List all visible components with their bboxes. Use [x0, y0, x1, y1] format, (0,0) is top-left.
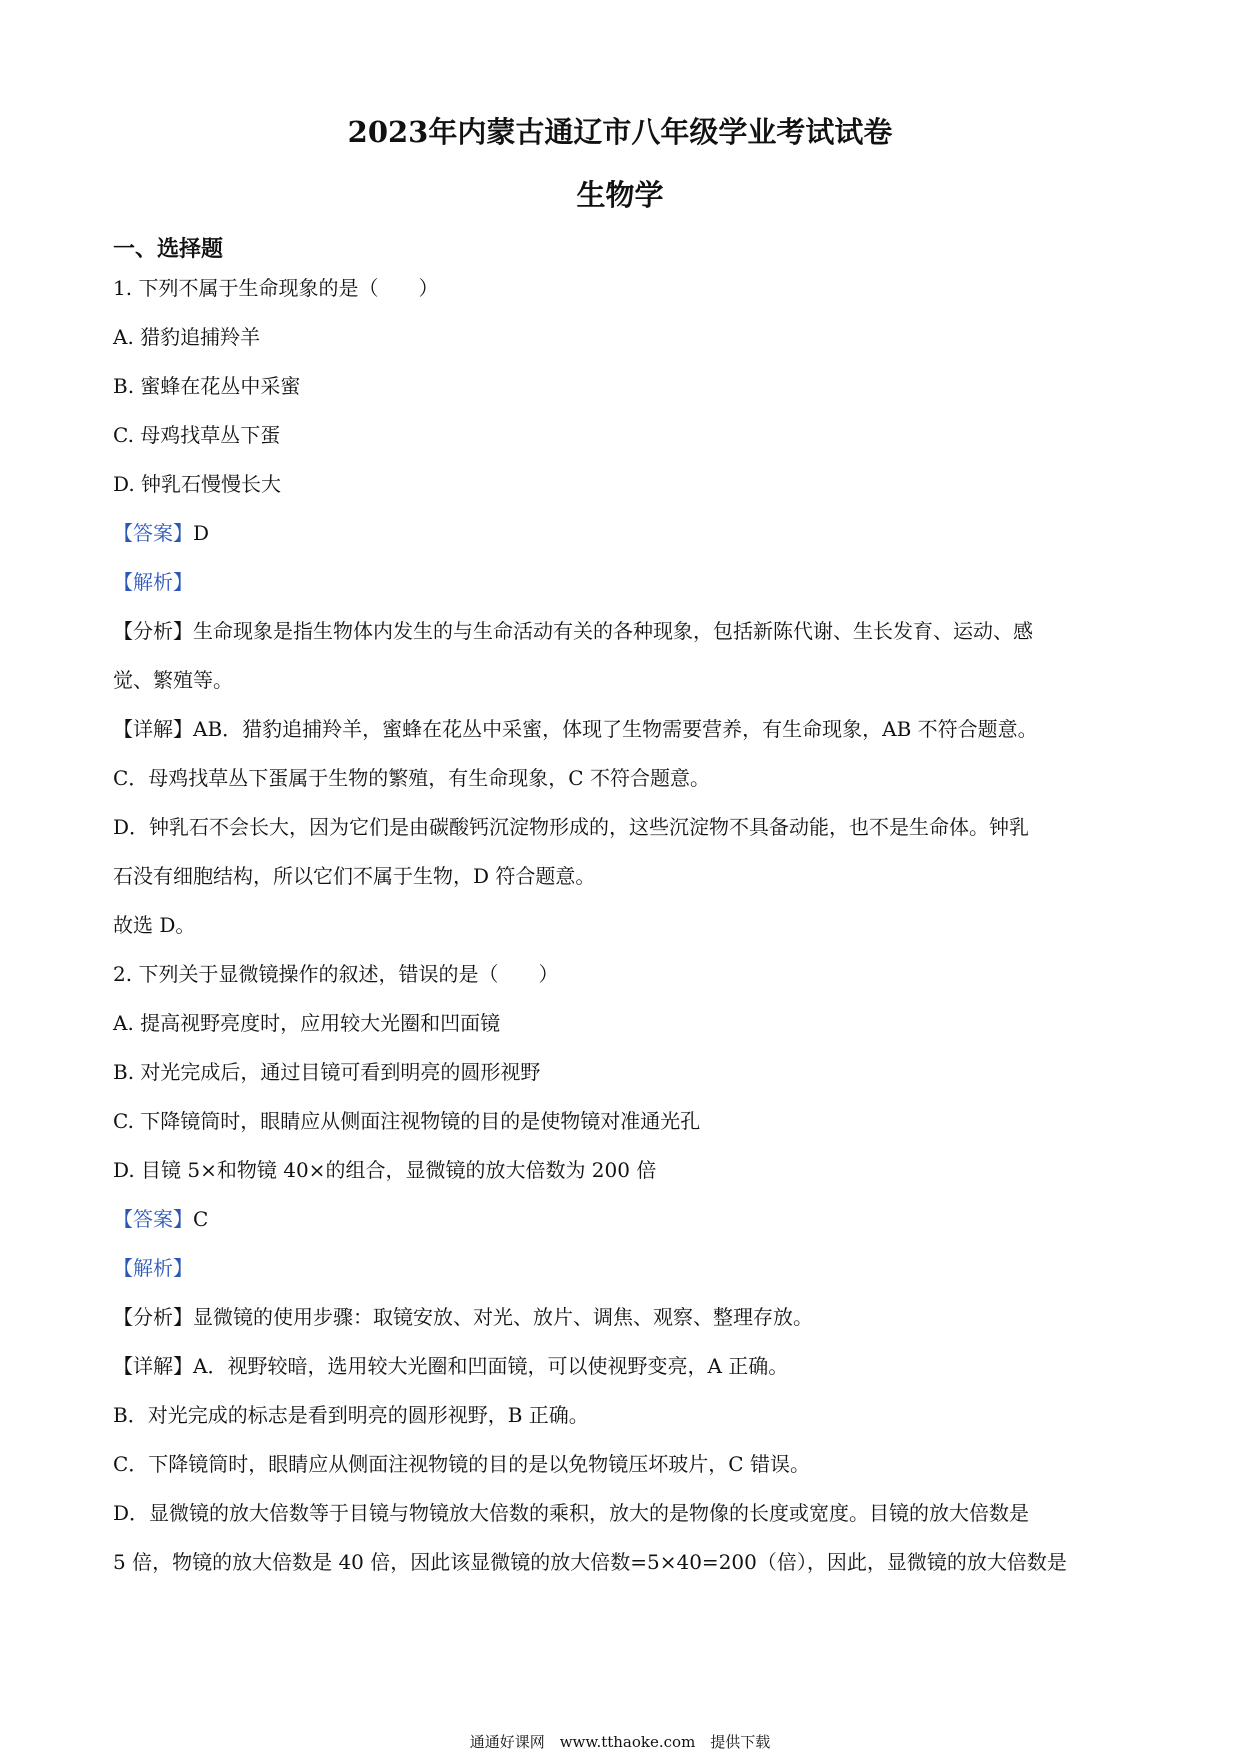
q1-detail-d-cont: 石没有细胞结构，所以它们不属于生物，D 符合题意。: [113, 864, 596, 888]
q1-option-d: D. 钟乳石慢慢长大: [113, 472, 282, 496]
q1-detail-d: D．钟乳石不会长大，因为它们是由碳酸钙沉淀物形成的，这些沉淀物不具备动能，也不是生命体。钟乳: [113, 815, 1030, 839]
answer-value: C: [193, 1207, 209, 1231]
answer-tag: 【答案】: [113, 521, 193, 545]
q2-fenxi: [113, 1304, 1133, 1330]
q2-detail-d-cont: 5 倍，物镜的放大倍数是 40 倍，因此该显微镜的放大倍数=5×40=200（倍），因此，显微镜的放大倍数是: [113, 1550, 1067, 1574]
fenxi-text: 显微镜的使用步骤：取镜安放、对光、放片、调焦、观察、整理存放。: [193, 1305, 813, 1329]
section-heading: 一、选择题: [113, 236, 224, 262]
q2-detail-c: C．下降镜筒时，眼睛应从侧面注视物镜的目的是以免物镜压坏玻片，C 错误。: [113, 1452, 810, 1476]
xiangjie-text: A．视野较暗，选用较大光圈和凹面镜，可以使视野变亮，A 正确。: [193, 1354, 789, 1378]
q2-xiangjie: [113, 1353, 1133, 1379]
xiangjie-tag: 【详解】: [113, 1354, 193, 1378]
answer-tag: 【答案】: [113, 1207, 193, 1231]
q2-stem: 2. 下列关于显微镜操作的叙述，错误的是（ ）: [113, 962, 559, 986]
page-footer: 通通好课网 www.tthaoke.com 提供下载: [469, 1733, 771, 1751]
xiangjie-text: AB．猎豹追捕羚羊，蜜蜂在花丛中采蜜，体现了生物需要营养，有生命现象，AB 不符合题意。: [193, 717, 1038, 741]
q1-stem: 1. 下列不属于生命现象的是（ ）: [113, 276, 439, 300]
fenxi-text: 生命现象是指生物体内发生的与生命活动有关的各种现象，包括新陈代谢、生长发育、运动、感: [193, 619, 1033, 643]
q1-conclusion: 故选 D。: [113, 913, 196, 937]
q2-option-c: C. 下降镜筒时，眼睛应从侧面注视物镜的目的是使物镜对准通光孔: [113, 1109, 701, 1133]
q1-fenxi: [113, 618, 1133, 644]
q2-detail-b: B．对光完成的标志是看到明亮的圆形视野，B 正确。: [113, 1403, 589, 1427]
q1-fenxi-cont: 觉、繁殖等。: [113, 668, 233, 692]
q2-option-a: A. 提高视野亮度时，应用较大光圈和凹面镜: [113, 1011, 501, 1035]
q2-answer: [113, 1206, 1133, 1232]
q1-xiangjie: [113, 716, 1133, 742]
fenxi-tag: 【分析】: [113, 619, 193, 643]
q1-option-b: B. 蜜蜂在花丛中采蜜: [113, 374, 301, 398]
q1-option-c: C. 母鸡找草丛下蛋: [113, 423, 281, 447]
q1-analysis-tag: 【解析】: [113, 570, 193, 594]
xiangjie-tag: 【详解】: [113, 717, 193, 741]
answer-value: D: [193, 521, 210, 545]
q1-detail-c: C．母鸡找草丛下蛋属于生物的繁殖，有生命现象，C 不符合题意。: [113, 766, 710, 790]
q2-option-d: D. 目镜 5×和物镜 40×的组合，显微镜的放大倍数为 200 倍: [113, 1158, 657, 1182]
q1-option-a: A. 猎豹追捕羚羊: [113, 325, 261, 349]
exam-title: 2023年内蒙古通辽市八年级学业考试试卷: [347, 115, 893, 149]
q2-option-b: B. 对光完成后，通过目镜可看到明亮的圆形视野: [113, 1060, 541, 1084]
q2-detail-d: D．显微镜的放大倍数等于目镜与物镜放大倍数的乘积，放大的是物像的长度或宽度。目镜的放大倍数是: [113, 1501, 1030, 1525]
exam-subject: 生物学: [576, 178, 664, 212]
q2-analysis-tag: 【解析】: [113, 1256, 193, 1280]
q1-answer: [113, 520, 1133, 546]
fenxi-tag: 【分析】: [113, 1305, 193, 1329]
